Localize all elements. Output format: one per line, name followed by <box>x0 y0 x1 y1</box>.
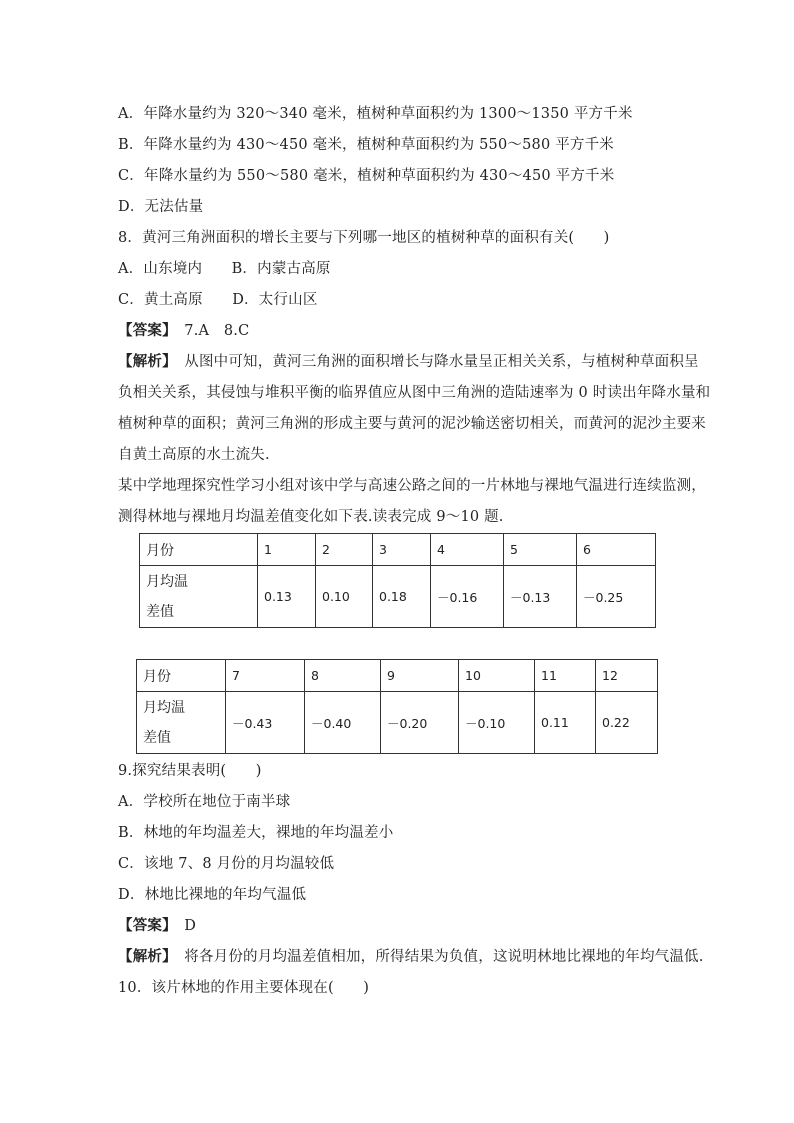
q7-option-d: D．无法估量 <box>118 199 204 215</box>
q7-option-a: A．年降水量约为 320～340 毫米，植树种草面积约为 1300～1350 平方千米 <box>118 106 633 122</box>
table-row-months <box>137 660 658 692</box>
month-cell: 5 <box>504 534 577 566</box>
diff-cell: －0.16 <box>431 566 504 628</box>
analysis-tag: 【解析】 <box>118 948 170 965</box>
diff-cell: 0.10 <box>316 566 373 628</box>
analysis-block-1-line-1 <box>118 352 699 372</box>
analysis-text: 从图中可知，黄河三角洲的面积增长与降水量呈正相关关系，与植树种草面积呈 <box>169 354 699 370</box>
answer-block-1 <box>118 321 249 341</box>
month-cell: 10 <box>459 660 535 692</box>
intro-line-1: 某中学地理探究性学习小组对该中学与高速公路之间的一片林地与裸地气温进行连续监测， <box>118 478 706 494</box>
diff-cell: －0.20 <box>381 692 459 754</box>
row-label-diff-line-2: 差值 <box>143 729 171 746</box>
month-cell: 1 <box>258 534 316 566</box>
analysis-block-2 <box>118 947 704 967</box>
diff-cell: 0.13 <box>258 566 316 628</box>
q7-option-b: B．年降水量约为 430～450 毫米，植树种草面积约为 550～580 平方千米 <box>118 137 614 153</box>
analysis-block-1-line-4: 自黄土高原的水土流失. <box>118 447 270 463</box>
q7-option-c: C．年降水量约为 550～580 毫米，植树种草面积约为 430～450 平方千米 <box>118 168 615 184</box>
diff-cell: －0.10 <box>459 692 535 754</box>
answer-tag: 【答案】 <box>118 322 170 339</box>
analysis-block-1-line-3: 植树种草的面积；黄河三角洲的形成主要与黄河的泥沙输送密切相关，而黄河的泥沙主要来 <box>118 416 706 432</box>
intro-line-2: 测得林地与裸地月均温差值变化如下表.读表完成 9～10 题. <box>118 509 504 525</box>
q8-options-row-2: C．黄土高原 D．太行山区 <box>118 292 318 308</box>
month-cell: 8 <box>305 660 381 692</box>
month-cell: 6 <box>577 534 656 566</box>
q8-options-row-1: A．山东境内 B．内蒙古高原 <box>118 261 331 277</box>
q9-stem: 9.探究结果表明( ) <box>118 763 262 779</box>
month-cell: 4 <box>431 534 504 566</box>
diff-cell: 0.18 <box>373 566 431 628</box>
q9-option-b: B．林地的年均温差大，裸地的年均温差小 <box>118 825 394 841</box>
q9-option-c: C．该地 7、8 月份的月均温较低 <box>118 856 335 872</box>
answer-text: 7.A 8.C <box>169 323 250 339</box>
table-row-diff <box>137 692 658 754</box>
diff-cell: －0.25 <box>577 566 656 628</box>
row-label-month: 月份 <box>140 534 258 566</box>
month-cell: 12 <box>596 660 658 692</box>
row-label-diff <box>140 566 258 628</box>
row-label-diff-line-1: 月均温 <box>143 699 185 716</box>
q10-stem: 10．该片林地的作用主要体现在( ) <box>118 980 370 996</box>
answer-text: D <box>169 918 197 934</box>
diff-cell: 0.11 <box>535 692 596 754</box>
table-row-months <box>140 534 656 566</box>
row-label-diff <box>137 692 226 754</box>
q9-option-d: D．林地比裸地的年均气温低 <box>118 887 307 903</box>
diff-cell: 0.22 <box>596 692 658 754</box>
q8-stem: 8．黄河三角洲面积的增长主要与下列哪一地区的植树种草的面积有关( ) <box>118 230 610 246</box>
row-label-diff-line-1: 月均温 <box>146 573 188 590</box>
analysis-tag: 【解析】 <box>118 353 170 370</box>
answer-tag: 【答案】 <box>118 917 170 934</box>
row-label-diff-line-2: 差值 <box>146 603 174 620</box>
temperature-table-1 <box>139 533 656 628</box>
diff-cell: －0.40 <box>305 692 381 754</box>
temperature-table-2 <box>136 659 658 754</box>
month-cell: 2 <box>316 534 373 566</box>
month-cell: 9 <box>381 660 459 692</box>
month-cell: 3 <box>373 534 431 566</box>
month-cell: 7 <box>226 660 305 692</box>
analysis-text: 将各月份的月均温差值相加，所得结果为负值，这说明林地比裸地的年均气温低. <box>169 949 704 965</box>
diff-cell: －0.43 <box>226 692 305 754</box>
answer-block-2 <box>118 916 196 936</box>
table-row-diff <box>140 566 656 628</box>
month-cell: 11 <box>535 660 596 692</box>
q9-option-a: A．学校所在地位于南半球 <box>118 794 291 810</box>
analysis-block-1-line-2: 负相关关系，其侵蚀与堆积平衡的临界值应从图中三角洲的造陆速率为 0 时读出年降水量和 <box>118 385 711 401</box>
diff-cell: －0.13 <box>504 566 577 628</box>
row-label-month: 月份 <box>137 660 226 692</box>
